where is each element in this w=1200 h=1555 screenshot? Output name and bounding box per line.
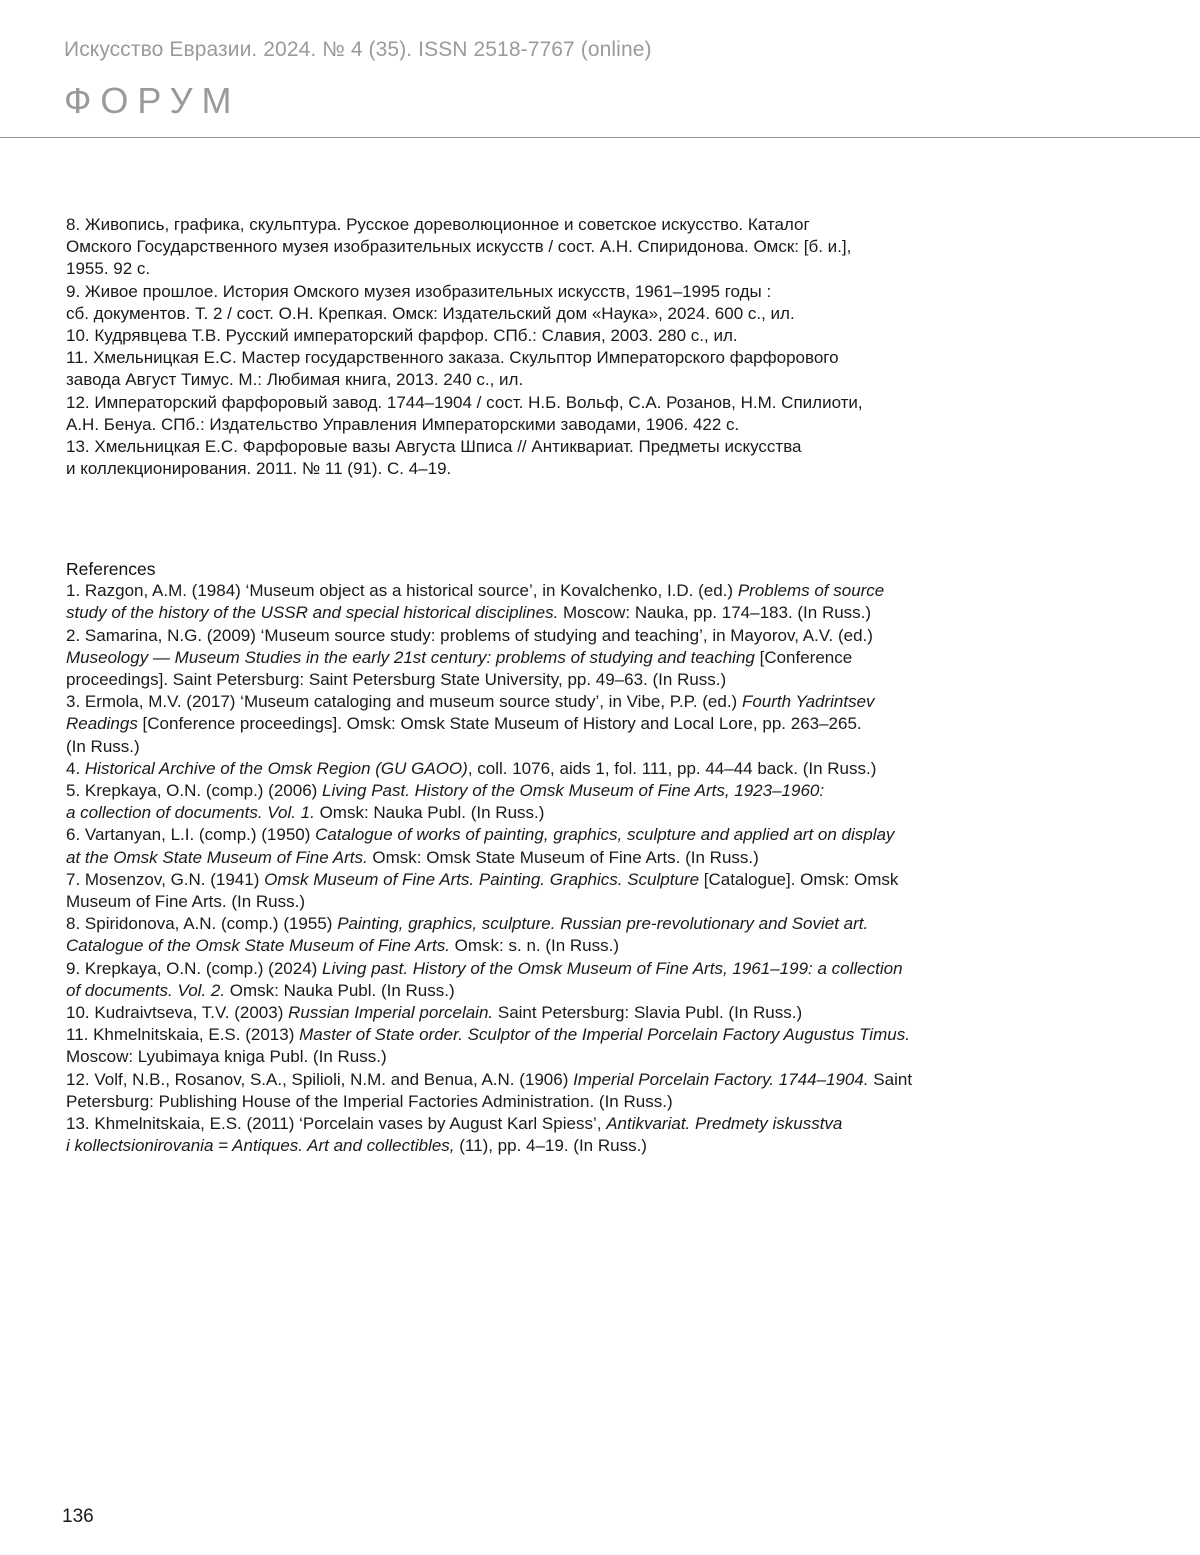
reference-text-run: (In Russ.) — [66, 736, 140, 756]
reference-text-run: 9. Krepkaya, O.N. (comp.) (2024) — [66, 958, 323, 978]
reference-text-run: 11. Khmelnitskaia, E.S. (2013) — [66, 1025, 300, 1045]
reference-line — [66, 780, 966, 802]
reference-line — [66, 736, 966, 758]
reference-text-run: Museum of Fine Arts. (In Russ.) — [66, 892, 306, 912]
reference-text-run: [Catalogue]. Omsk: Omsk — [699, 869, 899, 889]
reference-title-run: Readings — [66, 714, 138, 734]
reference-text-run: Omsk: Nauka Publ. (In Russ.) — [225, 980, 455, 1000]
reference-line — [66, 1046, 966, 1068]
reference-line: завода Август Тимус. М.: Любимая книга, 2013. 240 с., ил. — [66, 370, 524, 390]
reference-text-run: (11), pp. 4–19. (In Russ.) — [454, 1136, 647, 1156]
reference-title-run: at the Omsk State Museum of Fine Arts. — [66, 847, 368, 867]
reference-line — [66, 935, 966, 957]
reference-title-run: Living past. History of the Omsk Museum of Fine Arts, 1961–199: a collection — [322, 958, 903, 978]
reference-line — [66, 1069, 966, 1091]
reference-title-run: Omsk Museum of Fine Arts. Painting. Graphics. Sculpture — [264, 869, 700, 889]
reference-line — [66, 802, 966, 824]
reference-text-run: 8. Spiridonova, A.N. (comp.) (1955) — [66, 914, 338, 934]
reference-title-run: Fourth Yadrintsev — [741, 692, 875, 712]
reference-title-run: i kollectsionirovania = Antiques. Art and collectibles, — [66, 1136, 455, 1156]
reference-text-run: Moscow: Lyubimaya kniga Publ. (In Russ.) — [66, 1047, 387, 1067]
reference-line: 9. Живое прошлое. История Омского музея изобразительных искусств, 1961–1995 годы : — [66, 281, 772, 301]
reference-title-run: Imperial Porcelain Factory. 1744–1904. — [573, 1069, 869, 1089]
reference-text-run: Saint — [868, 1069, 913, 1089]
reference-text-run: 6. Vartanyan, L.I. (comp.) (1950) — [66, 825, 316, 845]
reference-text-run: proceedings]. Saint Petersburg: Saint Petersburg State University, pp. 49–63. (In Russ.) — [66, 670, 727, 690]
reference-line — [66, 1002, 966, 1024]
reference-text-run: 3. Ermola, M.V. (2017) ‘Museum cataloging and museum source study’, in Vibe, P.P. (ed.) — [66, 692, 742, 712]
reference-text-run: 4. — [66, 758, 85, 778]
reference-title-run: Painting, graphics, sculpture. Russian pre-revolutionary and Soviet art. — [337, 914, 869, 934]
reference-line — [66, 758, 966, 780]
reference-line — [66, 602, 966, 624]
reference-line — [66, 691, 966, 713]
page-number: 136 — [62, 1506, 94, 1527]
section-title: ФОРУМ — [64, 80, 241, 121]
reference-text-run: Omsk: Omsk State Museum of Fine Arts. (In Russ.) — [367, 847, 759, 867]
reference-title-run: Antikvariat. Predmety iskusstva — [606, 1114, 843, 1134]
reference-entry — [66, 392, 966, 436]
reference-text-run: Petersburg: Publishing House of the Imperial Factories Administration. (In Russ.) — [66, 1091, 673, 1111]
reference-text-run: , coll. 1076, aids 1, fol. 111, pp. 44–44 back. (In Russ.) — [467, 758, 877, 778]
reference-line — [66, 824, 966, 846]
references-section — [66, 558, 966, 1157]
reference-title-run: Russian Imperial porcelain. — [288, 1003, 494, 1023]
reference-text-run: Omsk: s. n. (In Russ.) — [449, 936, 620, 956]
reference-line — [66, 669, 966, 691]
reference-line: 8. Живопись, графика, скульптура. Русское дореволюционное и советское искусство. Каталог — [66, 215, 810, 234]
reference-text-run: 1. Razgon, A.M. (1984) ‘Museum object as a historical source’, in Kovalchenko, I.D. (ed.) — [66, 581, 738, 601]
reference-text-run: 2. Samarina, N.G. (2009) ‘Museum source study: problems of studying and teaching’, in Mayorov, A.V. (ed.) — [66, 625, 873, 645]
reference-line — [66, 647, 966, 669]
reference-text-run: Omsk: Nauka Publ. (In Russ.) — [314, 803, 545, 823]
reference-text-run: [Conference proceedings]. Omsk: Omsk State Museum of History and Local Lore, pp. 263–265. — [137, 714, 862, 734]
reference-line — [66, 1091, 966, 1113]
reference-line — [66, 847, 966, 869]
reference-line — [66, 1135, 966, 1157]
reference-title-run: Master of State order. Sculptor of the Imperial Porcelain Factory Augustus Timus. — [299, 1025, 910, 1045]
reference-title-run: Catalogue of works of painting, graphics, sculpture and applied art on display — [315, 825, 895, 845]
reference-title-run: study of the history of the USSR and special historical disciplines. — [66, 603, 559, 623]
reference-entry — [66, 436, 966, 480]
reference-line — [66, 958, 966, 980]
reference-text-run: Saint Petersburg: Slavia Publ. (In Russ.) — [493, 1003, 803, 1023]
reference-line — [66, 980, 966, 1002]
russian-reference-list — [66, 214, 966, 480]
reference-line: 11. Хмельницкая Е.С. Мастер государственного заказа. Скульптор Императорского фарфорового — [66, 348, 839, 368]
reference-line: и коллекционирования. 2011. № 11 (91). С. 4–19. — [66, 459, 452, 479]
reference-line: А.Н. Бенуа. СПб.: Издательство Управления Императорскими заводами, 1906. 422 с. — [66, 414, 740, 434]
reference-line — [66, 913, 966, 935]
reference-line — [66, 869, 966, 891]
reference-entry — [66, 347, 966, 391]
reference-title-run: Catalogue of the Omsk State Museum of Fine Arts. — [66, 936, 450, 956]
reference-line: 10. Кудрявцева Т.В. Русский императорский фарфор. СПб.: Славия, 2003. 280 с., ил. — [66, 326, 738, 346]
reference-line — [66, 580, 966, 602]
reference-title-run: Living Past. History of the Omsk Museum of Fine Arts, 1923–1960: — [322, 781, 825, 801]
reference-title-run: of documents. Vol. 2. — [66, 980, 226, 1000]
reference-line: сб. документов. Т. 2 / сост. О.Н. Крепкая. Омск: Издательский дом «Наука», 2024. 600 с., ил. — [66, 303, 795, 323]
references-heading: References — [66, 559, 156, 579]
reference-text-run: 5. Krepkaya, O.N. (comp.) (2006) — [66, 781, 323, 801]
reference-line — [66, 1113, 966, 1135]
reference-text-run: Moscow: Nauka, pp. 174–183. (In Russ.) — [558, 603, 872, 623]
reference-text-run: 13. Khmelnitskaia, E.S. (2011) ‘Porcelain vases by August Karl Spiess’, — [66, 1114, 607, 1134]
reference-line: Омского Государственного музея изобразительных искусств / сост. А.Н. Спиридонова. Омск: [б. и.], — [66, 237, 852, 257]
reference-line — [66, 1024, 966, 1046]
reference-text-run: 12. Volf, N.B., Rosanov, S.A., Spilioli, N.M. and Benua, A.N. (1906) — [66, 1069, 574, 1089]
reference-line — [66, 713, 966, 735]
reference-text-run: 10. Kudraivtseva, T.V. (2003) — [66, 1003, 289, 1023]
reference-entry — [66, 214, 966, 281]
header-divider — [0, 137, 1200, 138]
reference-entry — [66, 281, 966, 325]
reference-title-run: Historical Archive of the Omsk Region (GU GAOO) — [84, 758, 468, 778]
reference-line: 13. Хмельницкая Е.С. Фарфоровые вазы Августа Шписа // Антиквариат. Предметы искусства — [66, 437, 802, 457]
reference-line — [66, 891, 966, 913]
journal-title-line: Искусство Евразии. 2024. № 4 (35). ISSN 2518-7767 (online) — [64, 38, 652, 61]
reference-title-run: Problems of source — [737, 581, 885, 601]
reference-entry — [66, 325, 966, 347]
reference-title-run: a collection of documents. Vol. 1. — [66, 803, 315, 823]
reference-line: 12. Императорский фарфоровый завод. 1744–1904 / сост. Н.Б. Вольф, С.А. Розанов, Н.М. Спилиоти, — [66, 392, 863, 412]
reference-line: 1955. 92 с. — [66, 259, 151, 279]
reference-text-run: [Conference — [754, 647, 853, 667]
reference-text-run: 7. Mosenzov, G.N. (1941) — [66, 869, 265, 889]
reference-line — [66, 625, 966, 647]
reference-title-run: Museology — Museum Studies in the early 21st century: problems of studying and teaching — [66, 647, 755, 667]
references-list — [66, 580, 966, 1157]
